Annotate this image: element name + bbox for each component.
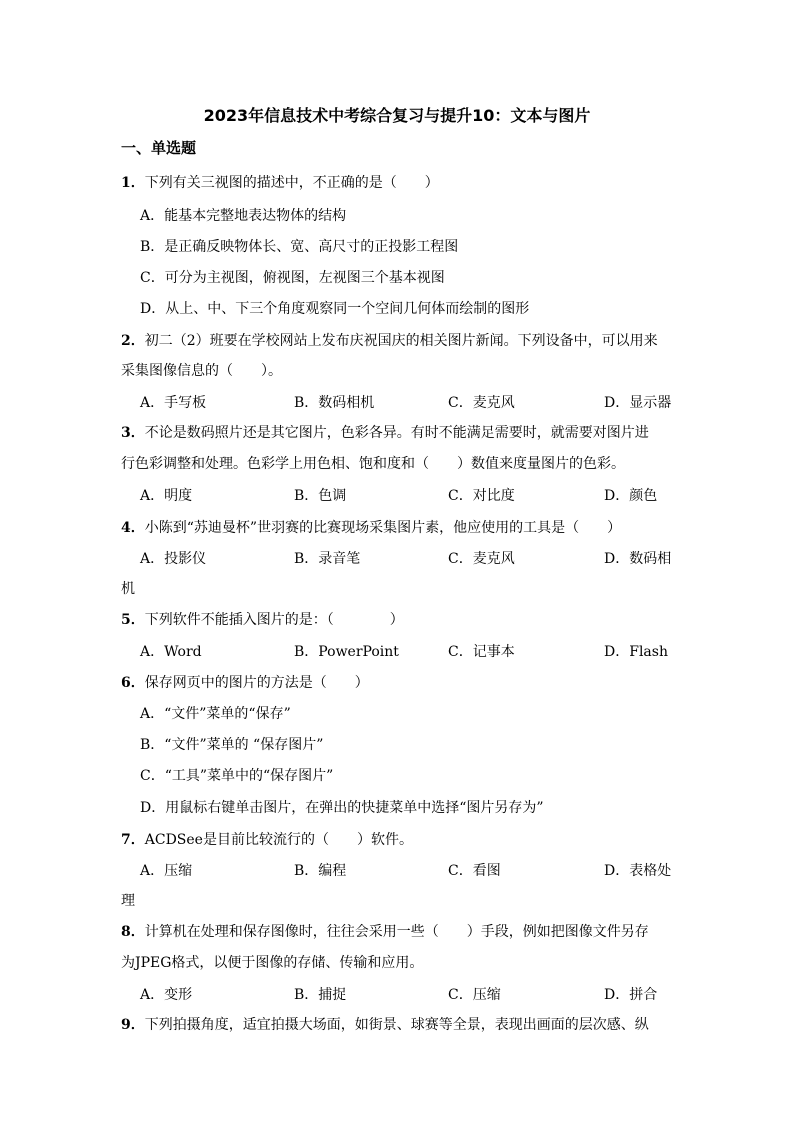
question-text: 计算机在处理和保存图像时，往往会采用一些（ ）手段，例如把图像文件另存 xyxy=(144,924,649,940)
question-number: 2． xyxy=(121,333,145,349)
question-text: 下列有关三视图的描述中，不正确的是（ ） xyxy=(144,175,439,191)
answer-option: A．投影仪 xyxy=(140,551,207,567)
question-text: 下列软件不能插入图片的是：（ ） xyxy=(144,612,404,628)
question-line xyxy=(121,453,625,473)
question-number: 7． xyxy=(121,832,145,848)
answer-option: C．记事本 xyxy=(448,644,515,660)
answer-option: A．明度 xyxy=(140,488,193,504)
answer-option: D．Flash xyxy=(604,644,668,660)
answer-option: D．拼合 xyxy=(604,987,658,1003)
question-number: 5． xyxy=(121,612,145,628)
question-number: 3． xyxy=(121,425,145,441)
question-line xyxy=(121,921,649,941)
answer-option: B．数码相机 xyxy=(294,395,375,411)
answer-option: A．压缩 xyxy=(140,863,193,879)
question-line xyxy=(121,952,423,972)
question-number: 1． xyxy=(121,175,145,191)
answer-option: A．能基本完整地表达物体的结构 xyxy=(140,208,347,224)
question-text: 下列拍摄角度，适宜拍摄大场面，如街景、球赛等全景，表现出画面的层次感、纵 xyxy=(144,1017,649,1033)
answer-option: D．颜色 xyxy=(604,488,658,504)
question-text: 行色彩调整和处理。色彩学上用色相、饱和度和（ ）数值来度量图片的色彩。 xyxy=(121,456,625,472)
question-number: 8． xyxy=(121,924,145,940)
question-text: ACDSee是目前比较流行的（ ）软件。 xyxy=(144,832,413,848)
answer-option: B．录音笔 xyxy=(294,551,361,567)
answer-option: D．数码相 xyxy=(604,551,672,567)
question-line xyxy=(121,360,282,380)
question-text: 保存网页中的图片的方法是（ ） xyxy=(144,675,369,691)
answer-option: C．麦克风 xyxy=(448,395,515,411)
answer-option: B．捕捉 xyxy=(294,987,347,1003)
answer-option: C．压缩 xyxy=(448,987,501,1003)
answer-option: B．色调 xyxy=(294,488,347,504)
question-line xyxy=(121,422,649,442)
question-number: 9． xyxy=(121,1017,145,1033)
question-line xyxy=(121,609,404,629)
answer-option: A．手写板 xyxy=(140,395,207,411)
answer-option: D．用鼠标右键单击图片，在弹出的快捷菜单中选择“图片另存为” xyxy=(140,800,544,816)
answer-option: B．PowerPoint xyxy=(294,644,399,660)
answer-option-wrap: 机 xyxy=(121,581,135,597)
answer-option: D．显示器 xyxy=(604,395,672,411)
answer-option: A．“文件”菜单的“保存” xyxy=(140,706,291,722)
question-line xyxy=(121,172,439,192)
question-line xyxy=(121,330,658,350)
question-text: 采集图像信息的（ ）。 xyxy=(121,363,282,379)
question-text: 初二（2）班要在学校网站上发布庆祝国庆的相关图片新闻。下列设备中，可以用来 xyxy=(144,333,658,349)
question-text: 为JPEG格式，以便于图像的存储、传输和应用。 xyxy=(121,955,424,971)
question-number: 4． xyxy=(121,520,145,536)
answer-option: B．是正确反映物体长、宽、高尺寸的正投影工程图 xyxy=(140,239,459,255)
question-number: 6． xyxy=(121,675,145,691)
answer-option: C．可分为主视图，俯视图，左视图三个基本视图 xyxy=(140,270,445,286)
answer-option: D．从上、中、下三个角度观察同一个空间几何体而绘制的图形 xyxy=(140,301,530,317)
question-text: 小陈到“苏迪曼杯”世羽赛的比赛现场采集图片素，他应使用的工具是（ ） xyxy=(144,520,622,536)
question-line xyxy=(121,829,413,849)
answer-option: C．麦克风 xyxy=(448,551,515,567)
answer-option: C．看图 xyxy=(448,863,501,879)
question-line xyxy=(121,672,369,692)
section-heading: 一、单选题 xyxy=(121,139,197,157)
answer-option-wrap: 理 xyxy=(121,893,135,909)
answer-option: C．对比度 xyxy=(448,488,515,504)
question-line xyxy=(121,517,621,537)
answer-option: C．“工具”菜单中的“保存图片” xyxy=(140,768,334,784)
answer-option: A．变形 xyxy=(140,987,193,1003)
answer-option: B．编程 xyxy=(294,863,347,879)
answer-option: A．Word xyxy=(140,644,202,660)
question-text: 不论是数码照片还是其它图片，色彩各异。有时不能满足需要时，就需要对图片进 xyxy=(144,425,649,441)
answer-option: D．表格处 xyxy=(604,863,672,879)
answer-option: B．“文件”菜单的 “保存图片” xyxy=(140,737,324,753)
page-title: 2023年信息技术中考综合复习与提升10：文本与图片 xyxy=(203,106,591,125)
question-line xyxy=(121,1014,649,1034)
